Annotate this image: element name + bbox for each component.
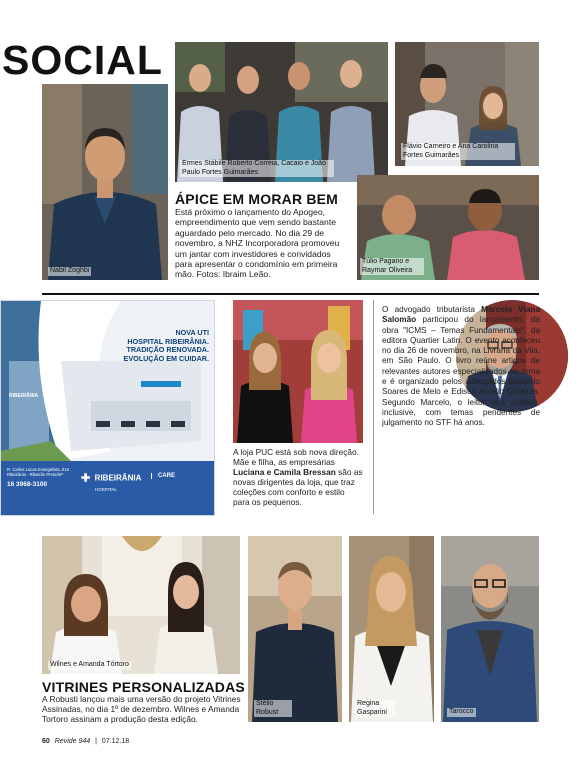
marcelo-text-rest: participou do lançamento, da obra "ICMS – Temas Fundamentais", da editora Quartier Latin. O evento aconteceu no dia 26 de novembro, na Livraria da Vila, em São Paulo. O livro reúne artigos de relevantes autores especializados no tema e é organizado pelos advogados Eduardo Soares de Melo e Edison Aurélio Corazza. Segundo Marcelo, o leitor terá contato, inclusive, com temas pendentes de julgamento no STF há anos.: [382, 315, 540, 428]
ad-headline-line: NOVA UTI: [175, 328, 209, 337]
photo-regina: [349, 536, 434, 722]
photo-tarocco: [441, 536, 539, 722]
ad-phone: 16 3968-3100: [7, 481, 48, 488]
section-divider: [42, 293, 539, 295]
issue-date: 07.12.18: [101, 738, 130, 745]
column-divider: [373, 300, 374, 514]
section-title: SOCIAL: [2, 37, 163, 83]
apice-headline: ÁPICE EM MORAR BEM: [175, 191, 339, 207]
marcelo-text-name: Marcelo Viana Salomão: [382, 305, 540, 325]
caption-group: Ermes Stábile Roberto Correia, Cacaio e João Paulo Fortes Guimarães: [180, 160, 334, 177]
caption-regina: Regina Gasparini: [355, 700, 395, 717]
caption-stelio: Stélio Robust: [254, 700, 292, 717]
ad-logo-name: RIBEIRÂNIA: [94, 473, 142, 483]
vitrines-headline: VITRINES PERSONALIZADAS: [42, 679, 245, 695]
caption-tarocco: Tarocco: [449, 708, 474, 715]
plus-icon: ✚: [81, 472, 91, 485]
ad-logo: [81, 469, 141, 492]
photo-stelio: [248, 536, 342, 722]
caption-wilnes: Wilnes e Amanda Tórtoro: [50, 661, 129, 668]
caption-flavio: Flávio Carneiro e Ana Carolina Fortes Guimarães: [401, 143, 515, 160]
apice-text: Está próximo o lançamento do Apogeo, empreendimento que vem sendo bastante aguardado pelo mercado. No dia 29 de novembro, a NHZ Incorporadora promoveu um jantar com investidores e convidados para apresentar o condomínio em primeira mão. Fotos: Ibraim Leão.: [175, 207, 340, 280]
vitrines-text: A Robusti lançou mais uma versão do projeto Vitrines Assinadas, no dia 1º de dezembro. Wilnes e Amanda Tortoro assinam a produção desta edição.: [42, 694, 241, 725]
footer-separator: |: [95, 738, 97, 745]
ad-address: R. Carlos Lucas Evangelista, 915 Ribeirânia - Ribeirão Preto/SP: [7, 467, 69, 477]
page-number: 60: [42, 738, 50, 745]
puc-text-names: Luciana e Camila Bressan: [233, 467, 336, 477]
caption-nabil: Nabil Zoghbi: [50, 267, 90, 274]
puc-text: [233, 447, 363, 507]
puc-text-lead: A loja PUC está sob nova direção. Mãe e filha, as empresárias: [233, 447, 359, 467]
magazine-issue: Revide 944: [54, 738, 91, 745]
ad-headline-line: EVOLUÇÃO EM CUIDAR.: [123, 353, 209, 363]
ad-headline: [99, 329, 209, 363]
photo-wilnes-amanda: [42, 536, 240, 674]
puc-text-rest: são as novas dirigentes da loja, que traz coleções com conforto e estilo para os pequenos.: [233, 467, 363, 507]
photo-luciana-camila: [233, 300, 363, 443]
ad-headline-line: TRADIÇÃO RENOVADA.: [126, 345, 209, 355]
marcelo-text-lead: O advogado tributarista: [382, 305, 475, 314]
ad-sign: RIBEIRÂNIA: [9, 393, 39, 399]
ad-headline-line: HOSPITAL RIBEIRÂNIA.: [127, 336, 209, 346]
caption-tulio: Túlio Pagano e Raymar Oliveira: [360, 258, 424, 275]
ad-logo-sub: HOSPITAL: [95, 487, 117, 492]
marcelo-text: [382, 305, 540, 429]
page-footer: [42, 738, 129, 745]
ad-partner: CARE: [151, 473, 175, 479]
photo-nabil: [42, 84, 168, 280]
hospital-ad: [0, 300, 215, 516]
